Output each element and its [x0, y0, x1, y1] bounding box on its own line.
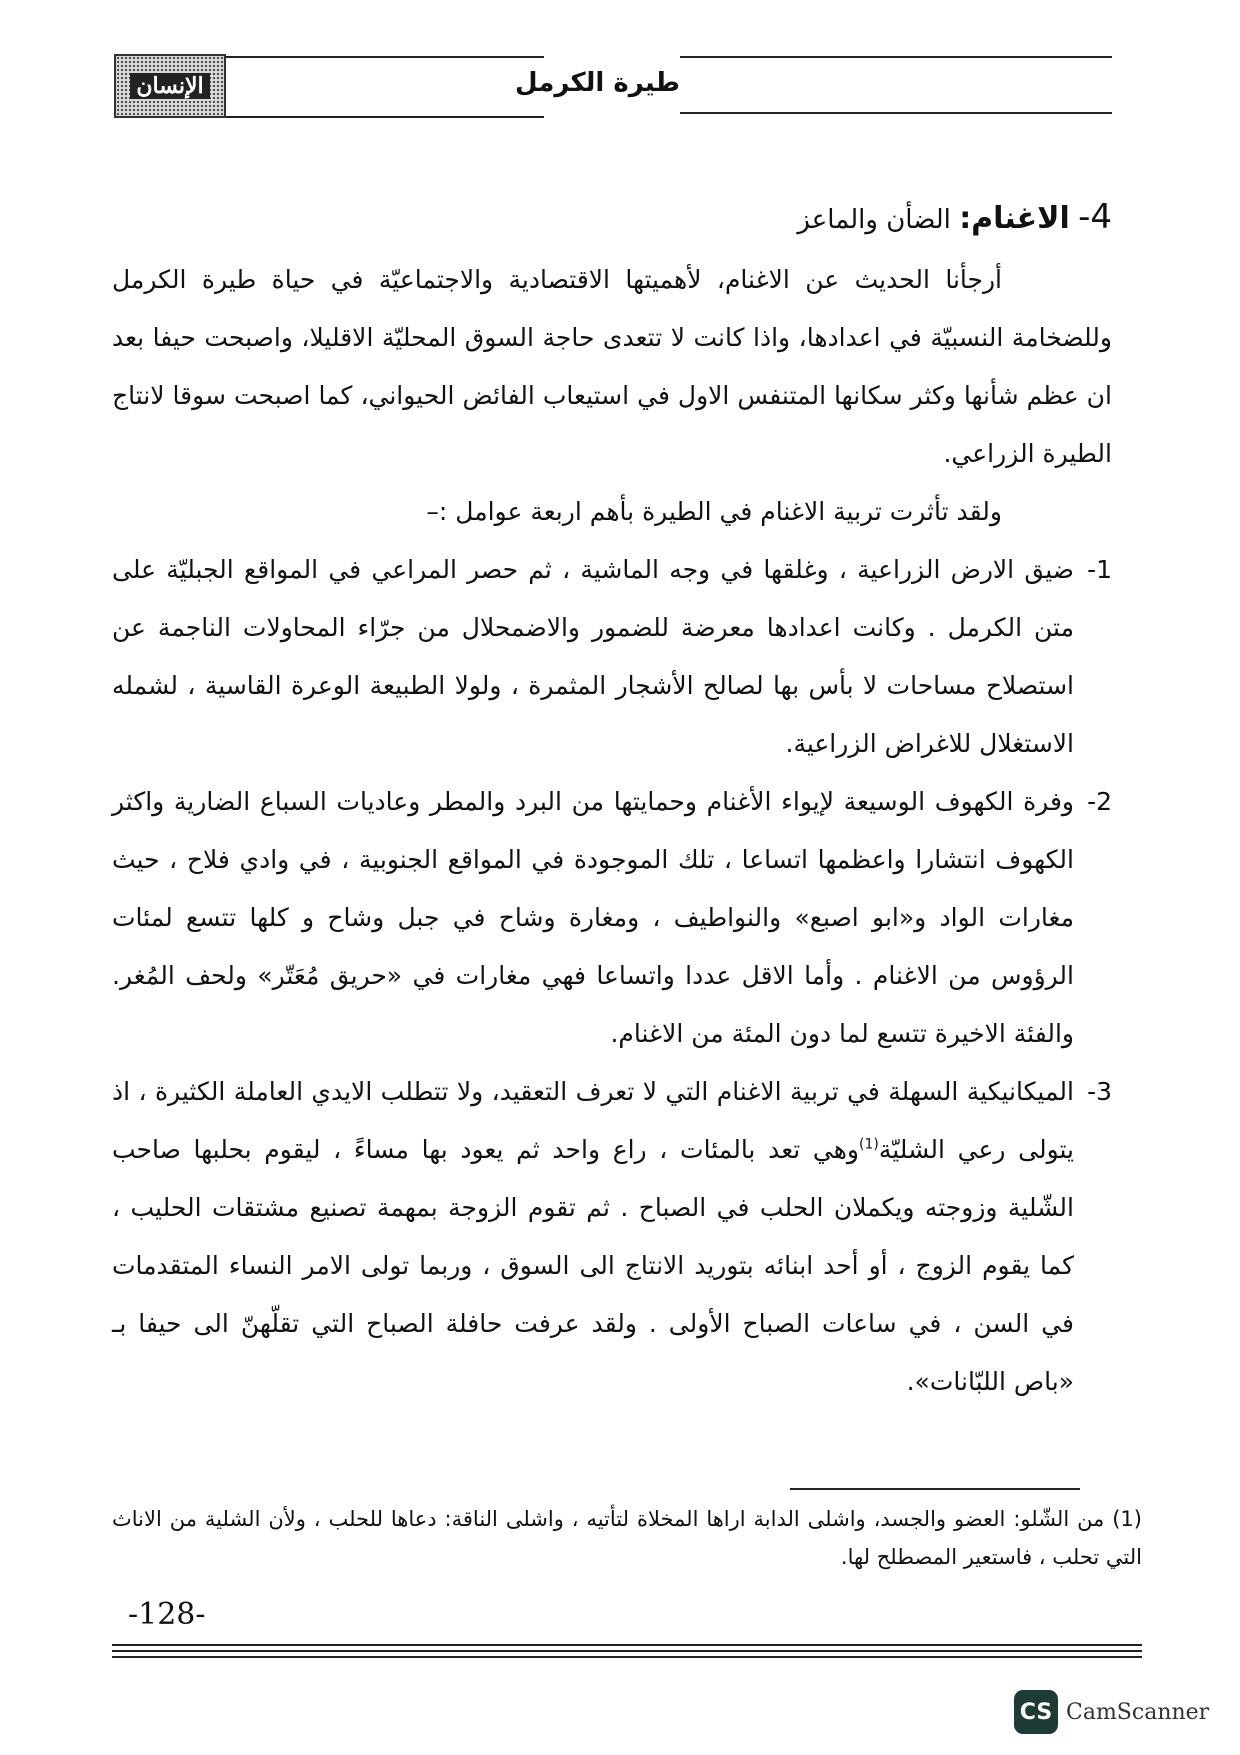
journal-logo [114, 54, 226, 118]
running-header-title: طيرة الكرمل [515, 68, 680, 98]
footnote-reference: (1) [858, 1136, 879, 1153]
list-item-3 [112, 1063, 1112, 1411]
paragraph-1: أرجأنا الحديث عن الاغنام، لأهميتها الاقتصادية والاجتماعيّة في حياة طيرة الكرمل وللضخامة النسبيّة في اعدادها، واذا كانت لا تتعدى حاجة السوق المحليّة الاقليلا، واصبحت حيفا بعد ان عظم شأنها وكثر سكانها المتنفس الاول في استيعاب الفائض الحيواني، كما اصبحت سوقا لانتاج الطيرة الزراعي. [112, 265, 1112, 468]
section-number: 4- [1078, 197, 1112, 237]
footnote-separator [790, 1488, 1080, 1490]
footer-rule-1 [112, 1644, 1142, 1646]
list-item-number: 1- [1087, 555, 1112, 584]
page-number: -128- [128, 1597, 206, 1632]
footnote: (1) من الشّلو: العضو والجسد، واشلى الدابة اراها المخلاة لتأتيه ، واشلى الناقة: دعاها للحلب ، ولأن الشلية من الاناث التي تحلب ، فاستعير المصطلح لها. [112, 1507, 1142, 1569]
list-item-text [112, 1063, 1074, 1411]
camscanner-icon: CS [1014, 1690, 1058, 1734]
journal-logo-text: الإنسان [130, 73, 209, 99]
main-text [112, 188, 1112, 1411]
list-item-text-part-b: وهي تعد بالمئات ، راع واحد ثم يعود بها مساءً ، ليقوم بحلبها صاحب الشّلية وزوجته ويكملان الحلب في الصباح . ثم تقوم الزوجة بمهمة تصنيع مشتقات الحليب ، كما يقوم الزوج ، أو أحد ابنائه بتوريد الانتاج الى السوق ، وربما تولى الامر النساء المتقدمات في السن ، في ساعات الصباح الأولى . ولقد عرفت حافلة الصباح التي تقلّهنّ الى حيفا بـ «باص اللبّانات». [112, 1135, 1074, 1396]
list-item-text: وفرة الكهوف الوسيعة لإيواء الأغنام وحمايتها من البرد والمطر وعاديات السباع الضارية واكثر الكهوف انتشارا واعظمها اتساعا ، تلك الموجودة في المواقع الجنوبية ، في وادي فلاح ، حيث مغارات الواد و«ابو اصبع» والنواطيف ، ومغارة وشاح في جبل وشاح و كلها تتسع لمئات الرؤوس من الاغنام . وأما الاقل عددا واتساعا فهي مغارات في «حريق مُعَتّر» ولحف المُغر. والفئة الاخيرة تتسع لما دون المئة من الاغنام. [112, 787, 1074, 1048]
header-rule-bottom-right [680, 112, 1112, 114]
paragraph-2: ولقد تأثرت تربية الاغنام في الطيرة بأهم اربعة عوامل :– [426, 497, 1002, 526]
section-subtitle: الضأن والماعز [797, 205, 960, 235]
footer-rule-2 [112, 1650, 1142, 1652]
list-item-number: 2- [1087, 787, 1112, 816]
section-heading [112, 188, 1112, 249]
list-item-text: ضيق الارض الزراعية ، وغلقها في وجه الماشية ، ثم حصر المراعي في المواقع الجبليّة على متن الكرمل . وكانت اعدادها معرضة للضمور والاضمحلال من جرّاء المحاولات الناجمة عن استصلاح مساحات لا بأس بها لصالح الأشجار المثمرة ، ولولا الطبيعة الوعرة القاسية ، لشمله الاستغلال للاغراض الزراعية. [112, 555, 1074, 758]
section-keyword: الاغنام: [959, 201, 1070, 236]
list-item-2 [112, 773, 1112, 1063]
list-item-number: 3- [1087, 1077, 1112, 1106]
list-item-text-part-a: الميكانيكية السهلة في تربية الاغنام التي لا تعرف التعقيد، ولا تتطلب الايدي العاملة الكثيرة ، اذ يتولى رعي الشليّة [112, 1077, 1074, 1164]
list-item-1 [112, 541, 1112, 773]
footer-rule-3 [112, 1656, 1142, 1658]
camscanner-label: CamScanner [1066, 1699, 1210, 1725]
header-rule-top-left [224, 56, 544, 58]
header-rule-top-right [680, 56, 1112, 58]
camscanner-watermark [1014, 1690, 1209, 1734]
